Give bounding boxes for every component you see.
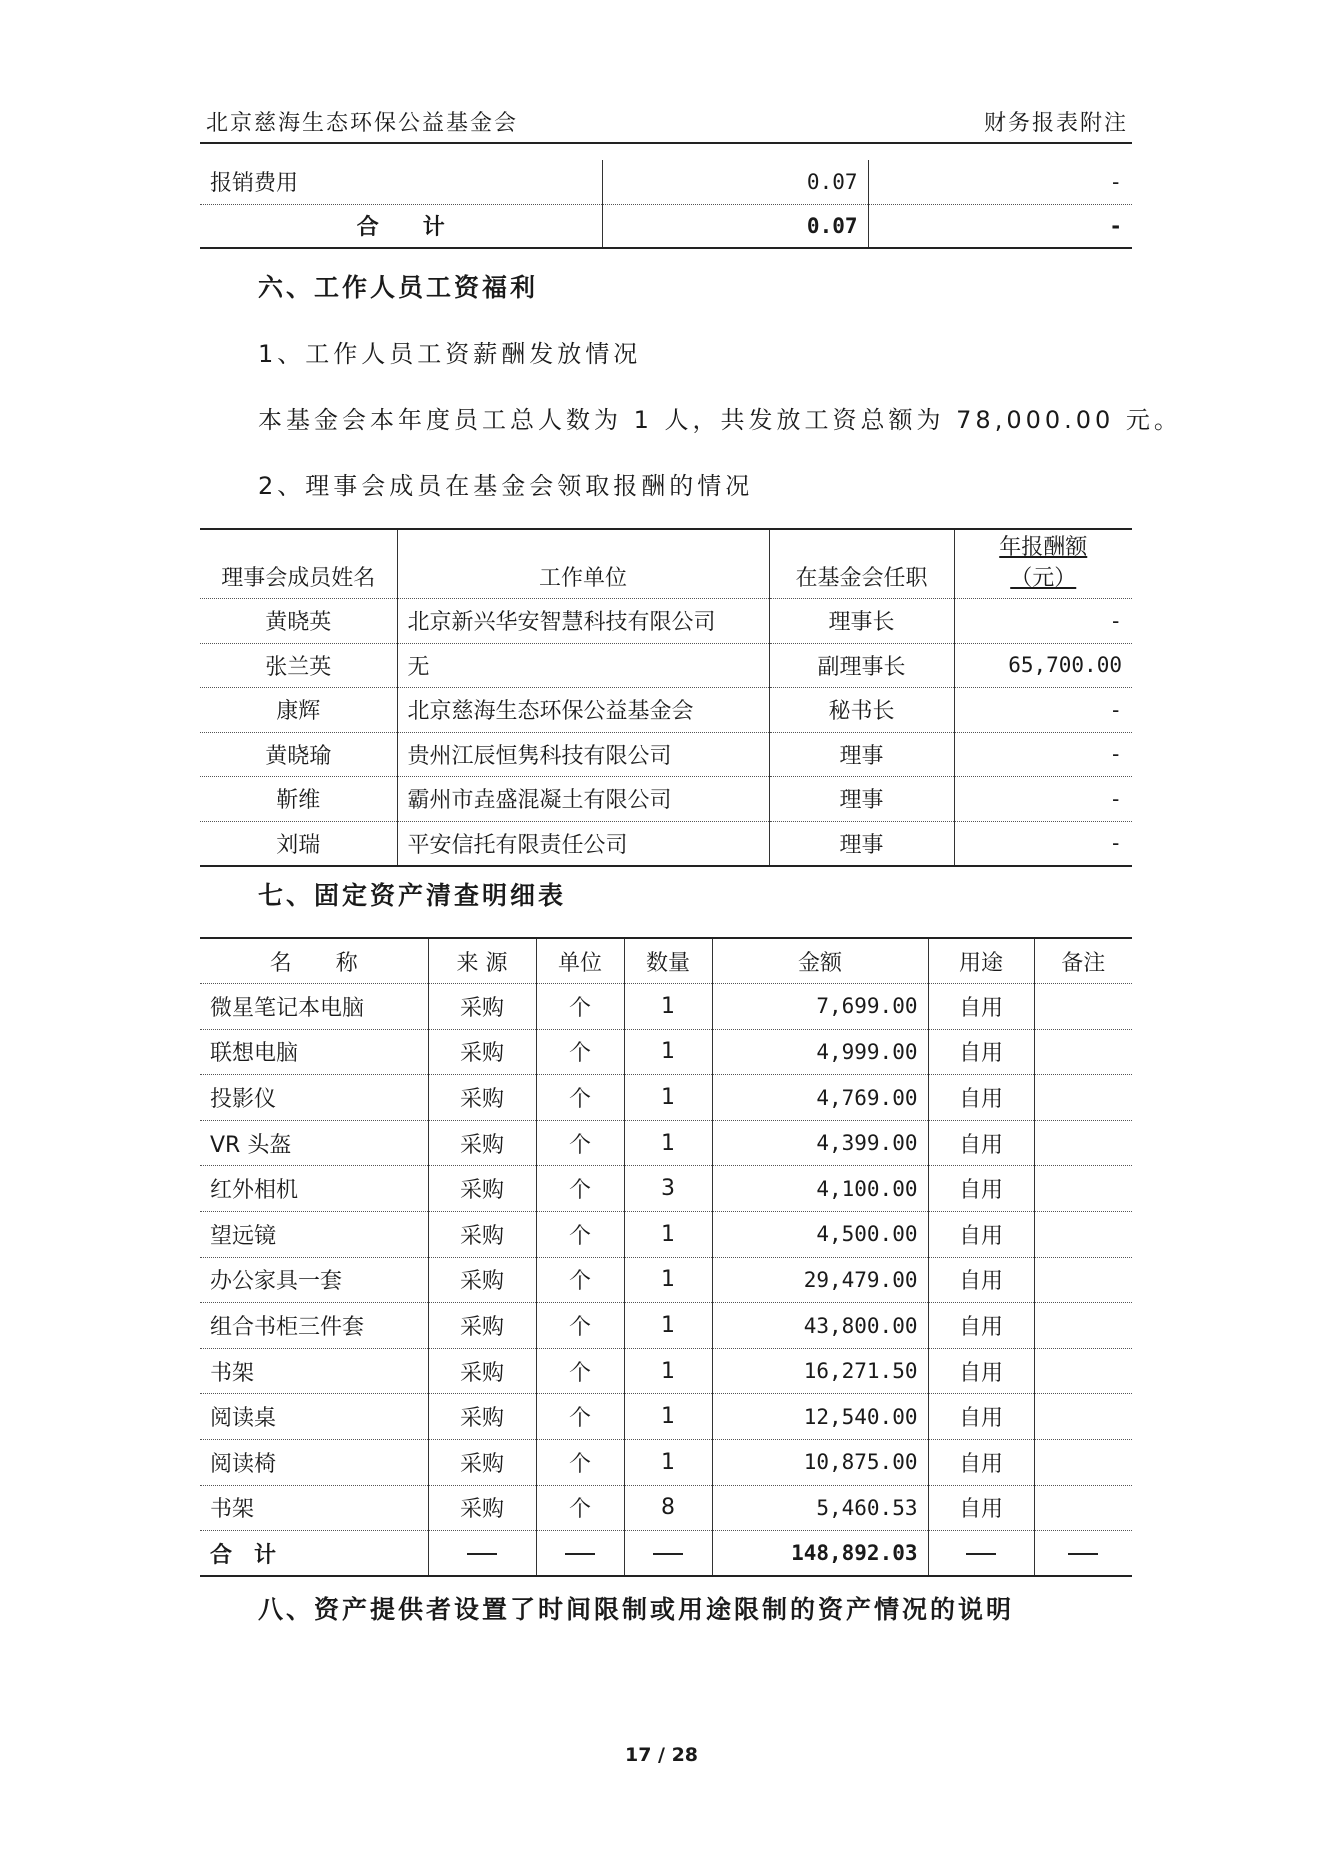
asset-source: 采购 [428,1166,536,1212]
asset-table [200,937,1132,1577]
board-member-position: 副理事长 [769,643,954,688]
board-member-pay: 65,700.00 [954,643,1132,688]
asset-source: 采购 [428,1120,536,1166]
asset-name: 红外相机 [200,1166,428,1212]
asset-use: 自用 [928,1303,1034,1349]
section6-sub1: 1、工作人员工资薪酬发放情况 [258,340,642,368]
asset-note [1034,1348,1132,1394]
asset-total-use [928,1531,1034,1577]
asset-amount: 43,800.00 [712,1303,928,1349]
asset-unit: 个 [536,1303,624,1349]
asset-qty: 3 [624,1166,712,1212]
dash-mark [1068,1553,1098,1555]
board-member-unit: 贵州江辰恒隽科技有限公司 [397,732,769,777]
board-member-unit: 霸州市垚盛混凝土有限公司 [397,777,769,822]
asset-unit: 个 [536,1257,624,1303]
board-member-position: 理事 [769,821,954,866]
board-member-name: 靳维 [200,777,397,822]
asset-use: 自用 [928,1212,1034,1258]
asset-source: 采购 [428,1394,536,1440]
asset-note [1034,1485,1132,1531]
asset-use: 自用 [928,1394,1034,1440]
asset-name: 书架 [200,1485,428,1531]
asset-use: 自用 [928,984,1034,1030]
asset-note [1034,984,1132,1030]
asset-note [1034,1440,1132,1486]
asset-use: 自用 [928,1029,1034,1075]
table-row [200,984,1132,1030]
asset-unit: 个 [536,1166,624,1212]
board-member-pay: - [954,777,1132,822]
asset-source: 采购 [428,1075,536,1121]
asset-source: 采购 [428,1485,536,1531]
asset-name: VR 头盔 [200,1120,428,1166]
asset-amount: 5,460.53 [712,1485,928,1531]
asset-qty: 1 [624,1303,712,1349]
table-row [200,643,1132,688]
asset-use: 自用 [928,1166,1034,1212]
asset-total-label: 合 计 [200,1531,428,1577]
board-header-position: 在基金会任职 [769,529,954,599]
board-member-position: 理事 [769,732,954,777]
asset-amount: 4,999.00 [712,1029,928,1075]
table-row [200,1485,1132,1531]
asset-qty: 1 [624,1120,712,1166]
asset-amount: 4,769.00 [712,1075,928,1121]
asset-source: 采购 [428,1348,536,1394]
asset-header-source: 来 源 [428,938,536,984]
asset-source: 采购 [428,1212,536,1258]
asset-amount: 7,699.00 [712,984,928,1030]
asset-total-row [200,1531,1132,1577]
expense-total-row [200,204,1132,248]
asset-use: 自用 [928,1075,1034,1121]
section6-sub2: 2、理事会成员在基金会领取报酬的情况 [258,472,754,500]
asset-total-unit [536,1531,624,1577]
board-member-unit: 平安信托有限责任公司 [397,821,769,866]
table-row [200,1029,1132,1075]
asset-name: 联想电脑 [200,1029,428,1075]
board-member-pay: - [954,688,1132,733]
section6-para1: 本基金会本年度员工总人数为 1 人，共发放工资总额为 78,000.00 元。 [258,406,1182,434]
asset-unit: 个 [536,1212,624,1258]
table-row [200,688,1132,733]
board-member-name: 刘瑞 [200,821,397,866]
expense-current: 0.07 [602,160,868,204]
asset-unit: 个 [536,984,624,1030]
table-row [200,1120,1132,1166]
asset-qty: 1 [624,1394,712,1440]
board-member-position: 秘书长 [769,688,954,733]
asset-total-note [1034,1531,1132,1577]
board-table [200,528,1132,867]
expense-total-label: 合 计 [200,204,602,248]
asset-name: 办公家具一套 [200,1257,428,1303]
expense-name: 报销费用 [200,160,602,204]
asset-amount: 12,540.00 [712,1394,928,1440]
table-row [200,1348,1132,1394]
asset-unit: 个 [536,1075,624,1121]
dash-mark [653,1553,683,1555]
table-row [200,1257,1132,1303]
asset-total-qty [624,1531,712,1577]
table-row [200,1303,1132,1349]
asset-unit: 个 [536,1120,624,1166]
section7-heading: 七、固定资产清查明细表 [258,881,567,910]
dash-mark [565,1553,595,1555]
asset-note [1034,1166,1132,1212]
asset-name: 投影仪 [200,1075,428,1121]
asset-note [1034,1029,1132,1075]
expense-total-current: 0.07 [602,204,868,248]
asset-total-source [428,1531,536,1577]
asset-note [1034,1394,1132,1440]
asset-header-name: 名 称 [200,938,428,984]
dash-mark [467,1553,497,1555]
asset-header-unit: 单位 [536,938,624,984]
asset-total-amount: 148,892.03 [712,1531,928,1577]
board-member-unit: 北京新兴华安智慧科技有限公司 [397,599,769,644]
board-member-name: 黄晓英 [200,599,397,644]
section6-heading: 六、工作人员工资福利 [258,273,539,302]
asset-source: 采购 [428,1029,536,1075]
asset-name: 望远镜 [200,1212,428,1258]
asset-source: 采购 [428,1440,536,1486]
asset-use: 自用 [928,1348,1034,1394]
asset-amount: 10,875.00 [712,1440,928,1486]
asset-qty: 1 [624,1348,712,1394]
table-row [200,1212,1132,1258]
dash-mark [966,1553,996,1555]
table-row [200,732,1132,777]
asset-source: 采购 [428,1303,536,1349]
board-member-name: 黄晓瑜 [200,732,397,777]
board-header-pay-line1: 年报酬额 [999,535,1088,560]
asset-amount: 16,271.50 [712,1348,928,1394]
board-header-unit: 工作单位 [397,529,769,599]
asset-name: 阅读椅 [200,1440,428,1486]
board-member-name: 康辉 [200,688,397,733]
table-row [200,777,1132,822]
asset-source: 采购 [428,984,536,1030]
board-member-unit: 无 [397,643,769,688]
asset-note [1034,1075,1132,1121]
page-header [200,104,1132,144]
board-member-unit: 北京慈海生态环保公益基金会 [397,688,769,733]
asset-qty: 1 [624,1029,712,1075]
asset-header-row [200,938,1132,984]
asset-source: 采购 [428,1257,536,1303]
table-row [200,1394,1132,1440]
asset-use: 自用 [928,1257,1034,1303]
board-header-row [200,529,1132,599]
asset-note [1034,1120,1132,1166]
asset-amount: 29,479.00 [712,1257,928,1303]
asset-rows [200,984,1132,1531]
table-row [200,1440,1132,1486]
asset-qty: 8 [624,1485,712,1531]
board-header-name: 理事会成员姓名 [200,529,397,599]
asset-unit: 个 [536,1029,624,1075]
asset-use: 自用 [928,1120,1034,1166]
expense-total-previous: - [868,204,1132,248]
asset-header-qty: 数量 [624,938,712,984]
expense-table [200,160,1132,249]
asset-amount: 4,500.00 [712,1212,928,1258]
board-member-position: 理事长 [769,599,954,644]
table-row [200,1166,1132,1212]
board-header-pay-line2: （元） [1010,566,1077,591]
asset-qty: 1 [624,1212,712,1258]
table-row [200,1075,1132,1121]
asset-note [1034,1303,1132,1349]
asset-header-note: 备注 [1034,938,1132,984]
asset-qty: 1 [624,984,712,1030]
asset-unit: 个 [536,1348,624,1394]
asset-qty: 1 [624,1257,712,1303]
asset-name: 书架 [200,1348,428,1394]
asset-name: 阅读桌 [200,1394,428,1440]
asset-use: 自用 [928,1485,1034,1531]
board-member-pay: - [954,732,1132,777]
page-number: 17 / 28 [624,1744,699,1766]
asset-unit: 个 [536,1440,624,1486]
asset-name: 微星笔记本电脑 [200,984,428,1030]
asset-qty: 1 [624,1440,712,1486]
asset-name: 组合书柜三件套 [200,1303,428,1349]
asset-unit: 个 [536,1394,624,1440]
asset-qty: 1 [624,1075,712,1121]
asset-note [1034,1257,1132,1303]
board-member-pay: - [954,821,1132,866]
header-org-name: 北京慈海生态环保公益基金会 [206,111,519,136]
board-member-position: 理事 [769,777,954,822]
board-member-name: 张兰英 [200,643,397,688]
asset-unit: 个 [536,1485,624,1531]
expense-previous: - [868,160,1132,204]
board-member-pay: - [954,599,1132,644]
asset-amount: 4,399.00 [712,1120,928,1166]
board-header-pay [954,529,1132,599]
asset-use: 自用 [928,1440,1034,1486]
table-row [200,160,1132,204]
asset-note [1034,1212,1132,1258]
asset-header-amount: 金额 [712,938,928,984]
section8-heading: 八、资产提供者设置了时间限制或用途限制的资产情况的说明 [258,1595,1015,1624]
header-doc-type: 财务报表附注 [983,111,1128,136]
table-row [200,821,1132,866]
table-row [200,599,1132,644]
asset-amount: 4,100.00 [712,1166,928,1212]
asset-header-use: 用途 [928,938,1034,984]
